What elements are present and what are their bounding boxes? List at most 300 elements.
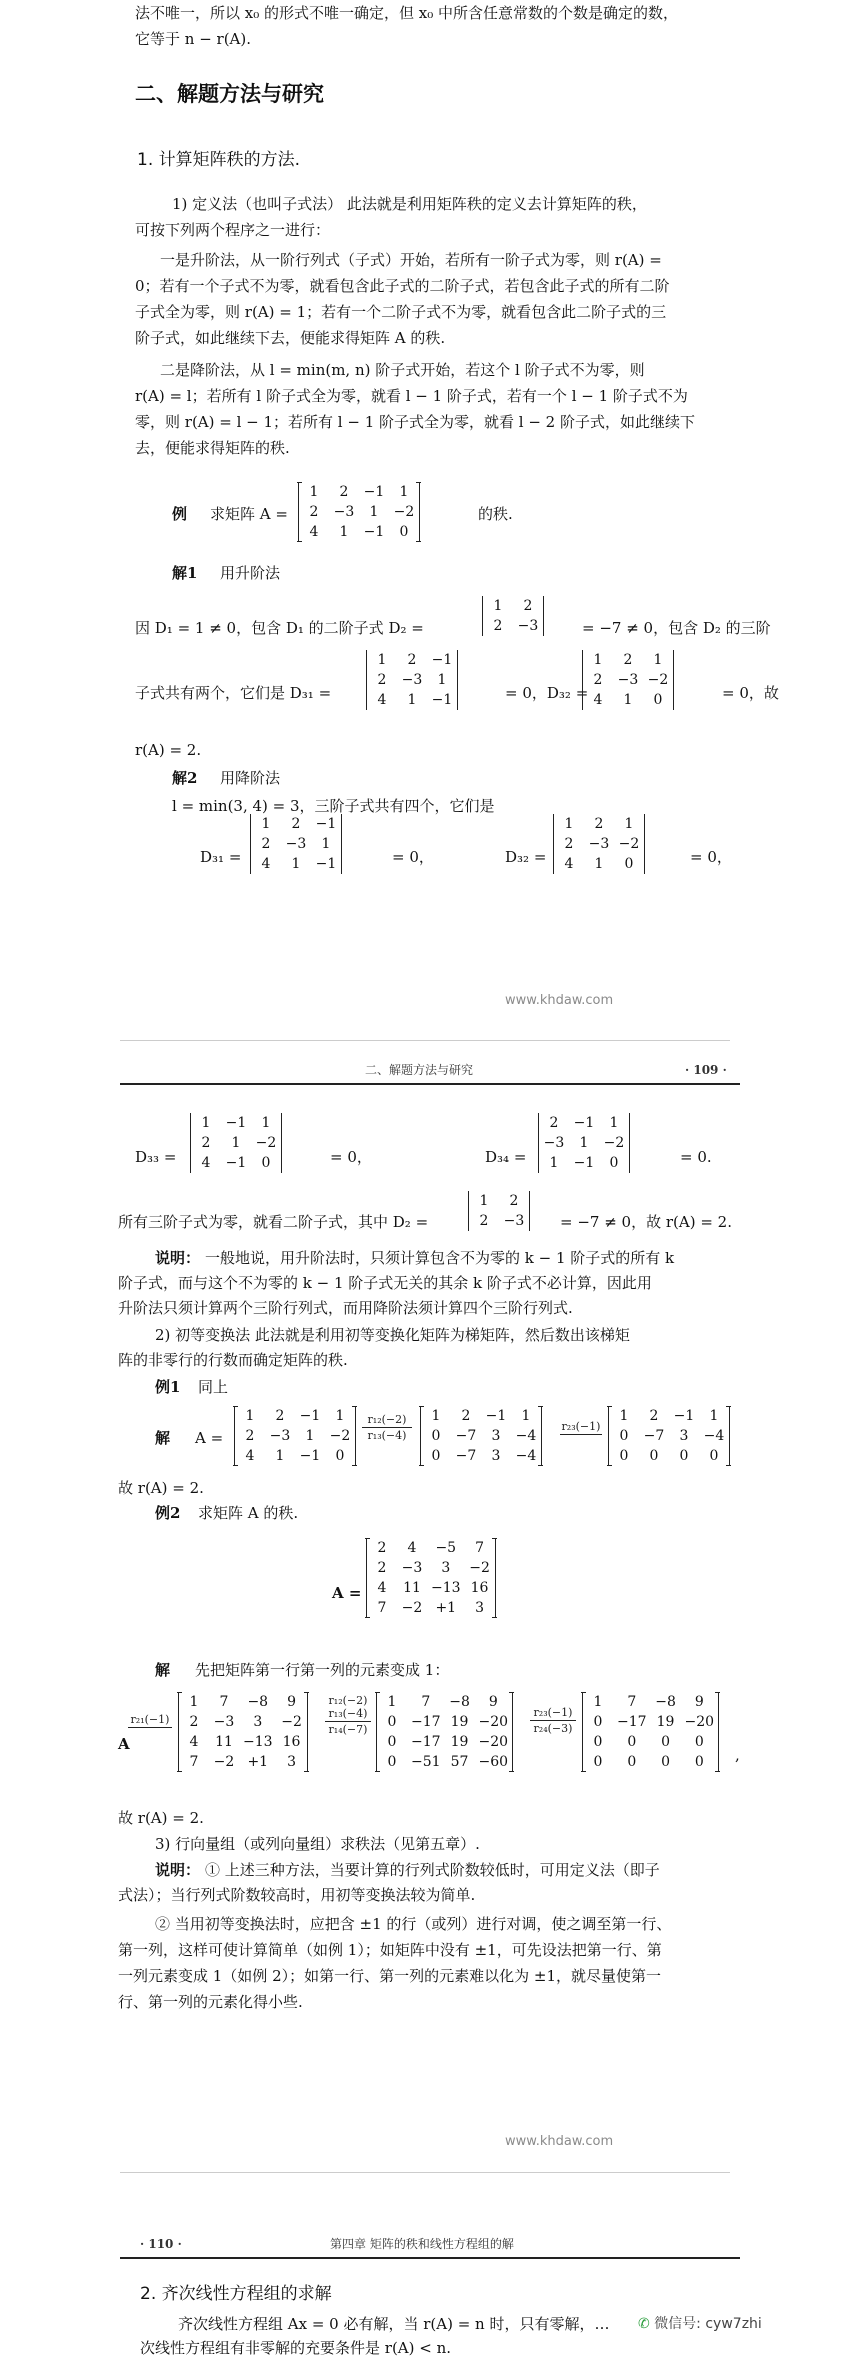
solution-method: 用升阶法: [220, 564, 281, 582]
text-line: 子式全为零，则 r(A) = 1；若有一个二阶子式不为零，就看包含此二阶子式的三: [135, 303, 667, 321]
matrix-entry: 1: [261, 816, 271, 832]
matrix-row: [539, 1113, 630, 1133]
matrix-entry: 7: [189, 1754, 199, 1770]
matrix-row: [539, 1153, 630, 1173]
matrix-entry: 11: [403, 1580, 421, 1596]
matrix-entry: 3: [491, 1448, 501, 1464]
matrix-entry: 1: [609, 1115, 619, 1131]
det-label: D₃₃ =: [135, 1148, 177, 1166]
matrix-entry: 2: [523, 598, 533, 614]
matrix-entry: 4: [245, 1448, 255, 1464]
matrix-entry: 1: [321, 836, 331, 852]
matrix-entry: 19: [450, 1734, 469, 1750]
matrix-entry: −5: [435, 1540, 457, 1556]
matrix-entry: 0: [694, 1754, 704, 1770]
matrix-entry: 0: [387, 1754, 397, 1770]
note-label: 说明：: [155, 1249, 201, 1267]
matrix-entry: 0: [387, 1734, 397, 1750]
matrix-entry: 0: [661, 1754, 670, 1770]
matrix-entry: 0: [624, 856, 634, 872]
matrix-entry: −2: [603, 1135, 625, 1151]
matrix-entry: −3: [503, 1213, 525, 1229]
row-op-arrow: [560, 1420, 602, 1436]
matrix-entry: 1: [549, 1155, 559, 1171]
subsection-title: 1. 计算矩阵秩的方法.: [137, 150, 301, 170]
matrix-row: [377, 1692, 513, 1712]
matrix-entry: 0: [609, 1155, 619, 1171]
matrix-entry: −1: [573, 1155, 595, 1171]
matrix-row: [367, 1558, 496, 1578]
matrix-entry: −60: [478, 1754, 509, 1770]
matrix-entry: −3: [333, 504, 355, 520]
matrix-entry: 1: [594, 856, 604, 872]
text-line: 法不唯一，所以 x₀ 的形式不唯一确定，但 x₀ 中所含任意常数的个数是确定的数，: [135, 4, 679, 22]
matrix-row: [583, 690, 674, 710]
matrix-entry: +1: [435, 1600, 457, 1616]
matrix-row: [377, 1752, 513, 1772]
text-line: l = min(3, 4) = 3，三阶子式共有四个，它们是: [172, 797, 495, 815]
watermark-text: www.khdaw.com: [505, 993, 614, 1008]
example-text: 求矩阵 A 的秩.: [198, 1504, 299, 1522]
matrix-row: [367, 1598, 496, 1618]
text-line: = 0，: [690, 848, 732, 866]
matrix-row: [583, 1712, 719, 1732]
matrix-entry: 7: [377, 1600, 387, 1616]
text-line: 可按下列两个程序之一进行：: [135, 221, 331, 239]
row-op-arrow: [325, 1694, 371, 1736]
determinant-D31-b: [250, 814, 342, 874]
matrix-entry: 0: [619, 1428, 629, 1444]
matrix-entry: 1: [593, 1694, 603, 1710]
matrix-entry: 2: [549, 1115, 559, 1131]
header-rule: [120, 1083, 740, 1085]
matrix-entry: −1: [225, 1115, 247, 1131]
matrix-entry: 0: [431, 1428, 441, 1444]
matrix-entry: −4: [515, 1428, 537, 1444]
running-header-page: · 110 ·: [140, 2237, 182, 2251]
matrix-entry: 1: [189, 1694, 199, 1710]
matrix-entry: 3: [679, 1428, 689, 1444]
matrix-entry: 2: [339, 484, 349, 500]
matrix-entry: −17: [617, 1714, 647, 1730]
matrix-entry: −3: [517, 618, 539, 634]
text-line: 去，便能求得矩阵的秩.: [135, 439, 290, 457]
matrix-row: [299, 502, 420, 522]
text-line: 行、第一列的元素化得小些.: [118, 1993, 303, 2011]
note-label: 说明：: [155, 1861, 201, 1879]
matrix-row: [367, 1538, 496, 1558]
matrix-entry: 2: [377, 1560, 387, 1576]
matrix-entry: 9: [287, 1694, 296, 1710]
matrix-row: [554, 854, 645, 874]
matrix-entry: 0: [709, 1448, 719, 1464]
matrix-entry: 3: [491, 1428, 501, 1444]
matrix-entry: 0: [679, 1448, 689, 1464]
matrix-entry: 1: [275, 1448, 285, 1464]
matrix-entry: −8: [655, 1694, 676, 1710]
running-header-title: 二、解题方法与研究: [365, 1063, 474, 1077]
matrix-entry: 1: [479, 1193, 489, 1209]
matrix-entry: −7: [455, 1428, 477, 1444]
matrix-entry: 2: [275, 1408, 285, 1424]
row-op-label: r₂₄(−3): [533, 1722, 573, 1735]
matrix-row: [191, 1113, 282, 1133]
matrix-entry: −7: [643, 1428, 665, 1444]
matrix-row: [179, 1712, 308, 1732]
matrix-row: [483, 596, 544, 616]
matrix-entry: 1: [437, 672, 447, 688]
matrix-row: [235, 1446, 356, 1466]
matrix-ex2-step-3: [582, 1692, 719, 1772]
matrix-entry: −2: [618, 836, 640, 852]
matrix-row: [377, 1732, 513, 1752]
text-line: ① 上述三种方法，当要计算的行列式阶数较低时，可用定义法（即子: [205, 1861, 660, 1879]
row-op-label: r₁₂(−2): [328, 1694, 368, 1707]
matrix-row: [583, 1732, 719, 1752]
matrix-A-start: [234, 1406, 356, 1466]
matrix-entry: −1: [573, 1115, 595, 1131]
matrix-entry: 2: [245, 1428, 255, 1444]
matrix-entry: 57: [450, 1754, 469, 1770]
running-header-title: 第四章 矩阵的秩和线性方程组的解: [330, 2237, 514, 2251]
matrix-entry: −8: [247, 1694, 269, 1710]
matrix-entry: 0: [627, 1734, 637, 1750]
text-line: 0；若有一个子式不为零，就看包含此子式的二阶子式，若包含此子式的所有二阶: [135, 277, 670, 295]
matrix-entry: 3: [475, 1600, 484, 1616]
text-line: 故 r(A) = 2.: [118, 1809, 204, 1827]
matrix-entry: 9: [488, 1694, 498, 1710]
matrix-entry: −1: [315, 816, 337, 832]
matrix-A-ex2: [366, 1538, 496, 1618]
solution-label: 解: [155, 1661, 171, 1679]
matrix-entry: 0: [653, 692, 663, 708]
example-label: 例2: [155, 1504, 181, 1522]
row-op-label: r₂₁(−1): [130, 1713, 170, 1726]
text-line: 齐次线性方程组 Ax = 0 必有解，当 r(A) = n 时，只有零解，…: [178, 2315, 610, 2333]
matrix-entry: 2: [564, 836, 574, 852]
matrix-row: [483, 616, 544, 636]
matrix-entry: 0: [387, 1714, 397, 1730]
matrix-entry: 2: [479, 1213, 489, 1229]
determinant-D34: [538, 1113, 630, 1173]
matrix-entry: 4: [593, 692, 603, 708]
matrix-entry: 2: [649, 1408, 659, 1424]
matrix-row: [469, 1191, 530, 1211]
text-line: 3) 行向量组（或列向量组）求秩法（见第五章）.: [155, 1835, 480, 1853]
matrix-row: [179, 1692, 308, 1712]
determinant-D2-b: [468, 1191, 530, 1231]
matrix-entry: 1: [593, 652, 603, 668]
matrix-entry: 4: [261, 856, 271, 872]
text-line: 子式共有两个，它们是 D₃₁ =: [135, 684, 332, 702]
matrix-entry: 16: [470, 1580, 489, 1596]
text-line: 阶子式，如此继续下去，便能求得矩阵 A 的秩.: [135, 329, 446, 347]
text-line: 所有三阶子式为零，就看二阶子式，其中 D₂ =: [118, 1213, 429, 1231]
matrix-entry: −3: [588, 836, 610, 852]
matrix-entry: −1: [299, 1448, 321, 1464]
matrix-entry: 2: [493, 618, 503, 634]
matrix-ex2-step-1: [178, 1692, 308, 1772]
text-line: 一是升阶法，从一阶行列式（子式）开始，若所有一阶子式为零，则 r(A) =: [160, 251, 662, 269]
matrix-row: [554, 814, 645, 834]
text-line: r(A) = 2.: [135, 741, 202, 759]
matrix-entry: −4: [703, 1428, 725, 1444]
text-line: = 0，D₃₂ =: [505, 684, 589, 702]
matrix-entry: 2: [309, 504, 319, 520]
matrix-row: [367, 670, 458, 690]
matrix-entry: −2: [647, 672, 669, 688]
text-line: 阶子式，而与这个不为零的 k − 1 阶子式无关的其余 k 阶子式不必计算，因此用: [118, 1274, 652, 1292]
matrix-entry: 1: [579, 1135, 589, 1151]
matrix-entry: 3: [441, 1560, 451, 1576]
matrix-row: [609, 1426, 730, 1446]
matrix-entry: −3: [401, 1560, 423, 1576]
page-divider: [120, 2172, 730, 2173]
matrix-entry: −2: [469, 1560, 490, 1576]
matrix-entry: 1: [564, 816, 574, 832]
matrix-entry: 0: [619, 1448, 629, 1464]
example-label: 例1: [155, 1378, 181, 1396]
text-line: = −7 ≠ 0，包含 D₂ 的三阶: [582, 619, 771, 637]
matrix-entry: 2: [593, 672, 603, 688]
matrix-row: [191, 1133, 282, 1153]
matrix-row: [421, 1446, 542, 1466]
determinant-D2: [482, 596, 544, 636]
matrix-entry: 1: [623, 692, 633, 708]
matrix-row: [235, 1426, 356, 1446]
wechat-id: 微信号: cyw7zhi: [654, 2316, 762, 2332]
matrix-entry: −3: [269, 1428, 291, 1444]
matrix-entry: 0: [399, 524, 409, 540]
text-line: 它等于 n − r(A).: [135, 30, 252, 48]
matrix-row: [251, 834, 342, 854]
matrix-entry: 7: [475, 1540, 484, 1556]
matrix-row: [583, 1692, 719, 1712]
matrix-entry: −4: [515, 1448, 537, 1464]
matrix-label: A =: [195, 1429, 224, 1447]
matrix-row: [179, 1732, 308, 1752]
determinant-D31: [366, 650, 458, 710]
matrix-entry: −51: [411, 1754, 441, 1770]
matrix-row: [235, 1406, 356, 1426]
matrix-step-2: [608, 1406, 730, 1466]
matrix-entry: 4: [201, 1155, 211, 1171]
matrix-entry: 2: [261, 836, 271, 852]
det-label: D₃₂ =: [505, 848, 547, 866]
text-line: 2) 初等变换法 此法就是利用初等变换化矩阵为梯矩阵，然后数出该梯矩: [155, 1326, 630, 1344]
text-line: 升阶法只须计算两个三阶行列式，而用降阶法须计算四个三阶行列式.: [118, 1299, 573, 1317]
matrix-entry: −1: [225, 1155, 247, 1171]
text-line: 第一列，这样可使计算简单（如例 1）；如矩阵中没有 ±1，可先设法把第一行、第: [118, 1941, 662, 1959]
matrix-entry: 0: [335, 1448, 345, 1464]
matrix-entry: −1: [673, 1408, 695, 1424]
punctuation: ,: [735, 1746, 740, 1764]
matrix-row: [421, 1406, 542, 1426]
text-line: 一般地说，用升阶法时，只须计算包含不为零的 k − 1 阶子式的所有 k: [205, 1249, 675, 1267]
matrix-entry: 7: [627, 1694, 637, 1710]
matrix-row: [377, 1712, 513, 1732]
matrix-entry: −13: [431, 1580, 461, 1596]
matrix-entry: 2: [377, 672, 387, 688]
matrix-entry: 1: [387, 1694, 397, 1710]
matrix-entry: 4: [377, 1580, 387, 1596]
matrix-step-1: [420, 1406, 542, 1466]
matrix-entry: 0: [593, 1754, 603, 1770]
example-text: 求矩阵 A =: [210, 505, 288, 523]
matrix-entry: −2: [393, 504, 415, 520]
matrix-entry: −13: [243, 1734, 273, 1750]
det-label: D₃₄ =: [485, 1148, 527, 1166]
matrix-entry: 4: [309, 524, 319, 540]
matrix-entry: 1: [305, 1428, 315, 1444]
row-op-arrow: [530, 1706, 576, 1735]
matrix-entry: 1: [431, 1408, 441, 1424]
matrix-entry: 4: [564, 856, 574, 872]
matrix-entry: 1: [653, 652, 663, 668]
det-label: D₃₁ =: [200, 848, 242, 866]
matrix-entry: −1: [363, 524, 385, 540]
matrix-entry: −20: [478, 1714, 509, 1730]
text-line: 先把矩阵第一行第一列的元素变成 1：: [195, 1661, 450, 1679]
matrix-row: [609, 1406, 730, 1426]
matrix-entry: 1: [624, 816, 634, 832]
row-op-label: r₂₃(−1): [533, 1706, 573, 1719]
example-text: 同上: [198, 1378, 229, 1396]
matrix-row: [251, 814, 342, 834]
matrix-entry: 1: [369, 504, 379, 520]
matrix-entry: −1: [485, 1408, 507, 1424]
row-op-arrow: [362, 1413, 412, 1442]
matrix-entry: 1: [309, 484, 319, 500]
matrix-entry: 1: [377, 652, 387, 668]
matrix-entry: 9: [694, 1694, 704, 1710]
text-line: 因 D₁ = 1 ≠ 0，包含 D₁ 的二阶子式 D₂ =: [135, 619, 424, 637]
header-rule: [120, 2257, 740, 2259]
text-line: 阵的非零行的行数而确定矩阵的秩.: [118, 1351, 348, 1369]
matrix-entry: 0: [431, 1448, 441, 1464]
matrix-entry: 1: [619, 1408, 629, 1424]
matrix-row: [583, 650, 674, 670]
matrix-entry: −20: [684, 1714, 715, 1730]
matrix-entry: 2: [509, 1193, 519, 1209]
matrix-entry: −3: [285, 836, 307, 852]
row-op-label: r₁₂(−2): [367, 1413, 407, 1426]
matrix-row: [299, 522, 420, 542]
text-line: 式法）；当行列式阶数较高时，用初等变换法较为简单.: [118, 1886, 476, 1904]
matrix-entry: 2: [461, 1408, 471, 1424]
matrix-entry: −2: [213, 1754, 235, 1770]
matrix-entry: −1: [363, 484, 385, 500]
matrix-entry: 1: [493, 598, 503, 614]
matrix-entry: −17: [411, 1714, 441, 1730]
matrix-entry: −1: [431, 692, 453, 708]
matrix-entry: 0: [593, 1734, 603, 1750]
matrix-entry: −3: [617, 672, 639, 688]
matrix-entry: −20: [478, 1734, 509, 1750]
section-title: 二、解题方法与研究: [135, 82, 324, 106]
matrix-row: [539, 1133, 630, 1153]
matrix-entry: 0: [627, 1754, 637, 1770]
matrix-entry: 1: [291, 856, 301, 872]
matrix-row: [583, 1752, 719, 1772]
matrix-entry: 1: [261, 1115, 271, 1131]
text-line: = 0，故: [722, 684, 779, 702]
matrix-row: [251, 854, 342, 874]
matrix-entry: 16: [282, 1734, 301, 1750]
watermark-text: www.khdaw.com: [505, 2134, 614, 2149]
matrix-row: [367, 1578, 496, 1598]
wechat-watermark: [632, 2311, 768, 2335]
matrix-row: [367, 650, 458, 670]
row-op-label: r₁₃(−4): [328, 1707, 368, 1720]
matrix-entry: −2: [281, 1714, 302, 1730]
text-line: 1) 定义法（也叫子式法） 此法就是利用矩阵秩的定义去计算矩阵的秩，: [172, 195, 647, 213]
matrix-entry: 1: [245, 1408, 255, 1424]
matrix-entry: −1: [431, 652, 453, 668]
matrix-entry: 1: [407, 692, 417, 708]
matrix-entry: 1: [521, 1408, 531, 1424]
matrix-entry: 3: [253, 1714, 263, 1730]
row-op-label: r₁₃(−4): [367, 1429, 407, 1442]
matrix-entry: 0: [661, 1734, 670, 1750]
matrix-entry: 2: [594, 816, 604, 832]
matrix-entry: −8: [449, 1694, 470, 1710]
matrix-entry: +1: [247, 1754, 269, 1770]
running-header-page: · 109 ·: [685, 1063, 727, 1077]
matrix-entry: 1: [335, 1408, 345, 1424]
matrix-entry: 0: [649, 1448, 659, 1464]
text-line: = 0，: [392, 848, 434, 866]
matrix-entry: 4: [377, 692, 387, 708]
matrix-label: A: [118, 1735, 130, 1753]
matrix-row: [299, 482, 420, 502]
matrix-entry: −17: [411, 1734, 441, 1750]
matrix-entry: 1: [201, 1115, 211, 1131]
matrix-row: [469, 1211, 530, 1231]
determinant-D32-b: [553, 814, 645, 874]
example-text: 的秩.: [478, 505, 513, 523]
matrix-entry: 0: [694, 1734, 704, 1750]
matrix-entry: 4: [407, 1540, 417, 1556]
matrix-entry: 7: [219, 1694, 229, 1710]
matrix-entry: 11: [215, 1734, 233, 1750]
subsection-title: 2. 齐次线性方程组的求解: [140, 2284, 332, 2304]
matrix-entry: 4: [189, 1734, 199, 1750]
matrix-row: [554, 834, 645, 854]
matrix-row: [179, 1752, 308, 1772]
text-line: 二是降阶法，从 l = min(m, n) 阶子式开始，若这个 l 阶子式不为零，则: [160, 361, 645, 379]
matrix-entry: 0: [593, 1714, 603, 1730]
matrix-entry: −3: [401, 672, 423, 688]
wechat-icon: ✆: [638, 2316, 650, 2332]
matrix-entry: 1: [231, 1135, 241, 1151]
matrix-entry: 2: [623, 652, 633, 668]
solution-label: 解: [155, 1429, 171, 1447]
row-op-label: r₁₄(−7): [328, 1723, 368, 1736]
matrix-entry: 2: [407, 652, 417, 668]
matrix-entry: 1: [399, 484, 409, 500]
matrix-entry: 2: [377, 1540, 387, 1556]
matrix-row: [191, 1153, 282, 1173]
row-op-label: r₂₃(−1): [561, 1420, 601, 1433]
matrix-entry: −2: [329, 1428, 351, 1444]
matrix-entry: −1: [315, 856, 337, 872]
solution-label: 解1: [172, 564, 198, 582]
matrix-row: [367, 690, 458, 710]
matrix-ex2-step-2: [376, 1692, 513, 1772]
page-divider: [120, 1040, 730, 1041]
text-line: = 0.: [680, 1148, 712, 1166]
